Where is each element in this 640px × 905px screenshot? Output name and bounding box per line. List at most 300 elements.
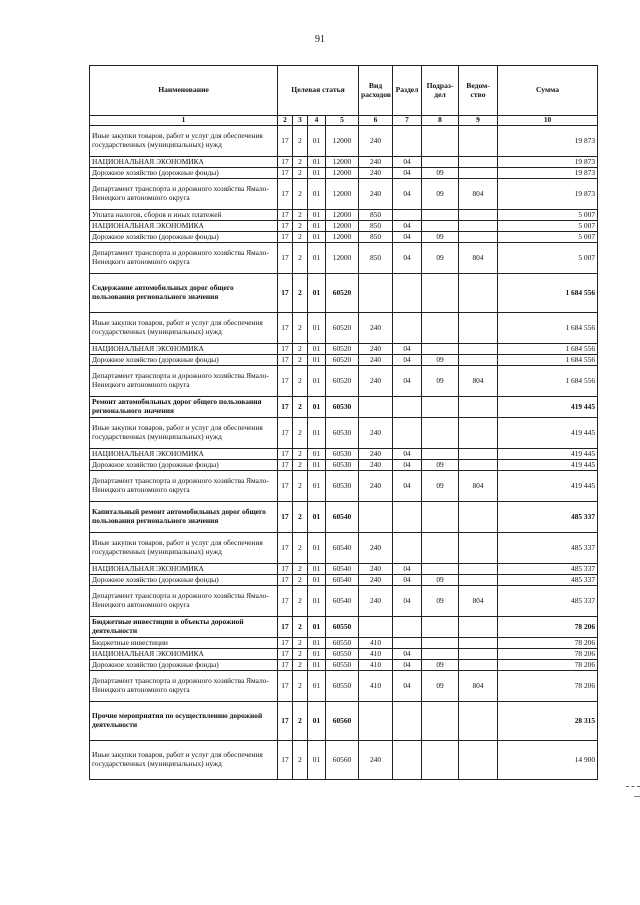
cell-subprogram: 2 — [293, 671, 308, 702]
cell-expense-type: 240 — [359, 344, 393, 355]
col-number: 7 — [393, 116, 422, 126]
cell-department — [459, 533, 498, 564]
cell-sum: 1 684 556 — [498, 355, 598, 366]
cell-direction: 60530 — [326, 418, 359, 449]
cell-expense-type: 850 — [359, 243, 393, 274]
cell-section: 04 — [393, 564, 422, 575]
cell-section — [393, 274, 422, 313]
cell-direction: 60560 — [326, 702, 359, 741]
cell-direction: 60540 — [326, 533, 359, 564]
cell-program: 17 — [278, 533, 293, 564]
cell-main-activity: 01 — [308, 564, 326, 575]
cell-name: НАЦИОНАЛЬНАЯ ЭКОНОМИКА — [90, 649, 278, 660]
cell-subprogram: 2 — [293, 638, 308, 649]
cell-program: 17 — [278, 397, 293, 418]
cell-program: 17 — [278, 449, 293, 460]
cell-direction: 60550 — [326, 671, 359, 702]
cell-program: 17 — [278, 575, 293, 586]
cell-sum: 78 206 — [498, 638, 598, 649]
cell-department — [459, 638, 498, 649]
table-row — [90, 355, 598, 366]
cell-direction: 12000 — [326, 168, 359, 179]
cell-program: 17 — [278, 741, 293, 780]
cell-subprogram: 2 — [293, 126, 308, 157]
cell-sum: 419 445 — [498, 460, 598, 471]
cell-section: 04 — [393, 586, 422, 617]
header-name: Наименование — [90, 66, 278, 116]
cell-section: 04 — [393, 243, 422, 274]
cell-department — [459, 157, 498, 168]
cell-name: НАЦИОНАЛЬНАЯ ЭКОНОМИКА — [90, 221, 278, 232]
cell-subprogram: 2 — [293, 221, 308, 232]
cell-expense-type: 240 — [359, 564, 393, 575]
cell-sum: 419 445 — [498, 449, 598, 460]
cell-main-activity: 01 — [308, 126, 326, 157]
cell-department — [459, 702, 498, 741]
cell-department — [459, 649, 498, 660]
cell-subsection — [422, 502, 459, 533]
cell-subsection — [422, 564, 459, 575]
table-row — [90, 586, 598, 617]
cell-program: 17 — [278, 460, 293, 471]
cell-program: 17 — [278, 471, 293, 502]
cell-subprogram: 2 — [293, 157, 308, 168]
cell-direction: 12000 — [326, 210, 359, 221]
cell-subprogram: 2 — [293, 179, 308, 210]
table-row — [90, 313, 598, 344]
page-number: 91 — [315, 34, 325, 45]
cell-direction: 12000 — [326, 243, 359, 274]
cell-name: Бюджетные инвестиции в объекты дорожной деятельности — [90, 617, 278, 638]
table-row — [90, 157, 598, 168]
table-row — [90, 243, 598, 274]
cell-subsection — [422, 157, 459, 168]
cell-subsection — [422, 210, 459, 221]
cell-direction: 60540 — [326, 564, 359, 575]
cell-subprogram: 2 — [293, 660, 308, 671]
cell-name: Капитальный ремонт автомобильных дорог общего пользования регионального значения — [90, 502, 278, 533]
cell-department: 804 — [459, 471, 498, 502]
cell-program: 17 — [278, 418, 293, 449]
header-exp-type: Вид расходов — [359, 66, 393, 116]
cell-direction: 60550 — [326, 649, 359, 660]
cell-subsection: 09 — [422, 460, 459, 471]
cell-department — [459, 168, 498, 179]
cell-name: НАЦИОНАЛЬНАЯ ЭКОНОМИКА — [90, 449, 278, 460]
cell-program: 17 — [278, 617, 293, 638]
scan-edge-mark — [634, 796, 640, 797]
cell-main-activity: 01 — [308, 397, 326, 418]
cell-section: 04 — [393, 449, 422, 460]
cell-direction: 60530 — [326, 471, 359, 502]
cell-name: Дорожное хозяйство (дорожные фонды) — [90, 660, 278, 671]
cell-subprogram: 2 — [293, 210, 308, 221]
cell-department — [459, 449, 498, 460]
cell-department: 804 — [459, 671, 498, 702]
cell-direction: 60540 — [326, 586, 359, 617]
cell-section: 04 — [393, 660, 422, 671]
cell-subprogram: 2 — [293, 366, 308, 397]
cell-direction: 60520 — [326, 366, 359, 397]
header-dept: Ведом-ство — [459, 66, 498, 116]
table-row — [90, 221, 598, 232]
cell-main-activity: 01 — [308, 157, 326, 168]
cell-name: Иные закупки товаров, работ и услуг для обеспечения государственных (муниципальных) нужд — [90, 533, 278, 564]
table-row — [90, 617, 598, 638]
cell-direction: 60530 — [326, 397, 359, 418]
cell-main-activity: 01 — [308, 449, 326, 460]
cell-direction: 60530 — [326, 449, 359, 460]
cell-main-activity: 01 — [308, 660, 326, 671]
cell-subprogram: 2 — [293, 460, 308, 471]
cell-department — [459, 355, 498, 366]
cell-section: 04 — [393, 575, 422, 586]
table-row — [90, 460, 598, 471]
cell-sum: 485 337 — [498, 575, 598, 586]
cell-subsection — [422, 126, 459, 157]
cell-expense-type: 240 — [359, 355, 393, 366]
cell-sum: 419 445 — [498, 471, 598, 502]
cell-subsection — [422, 741, 459, 780]
cell-program: 17 — [278, 564, 293, 575]
cell-expense-type: 240 — [359, 575, 393, 586]
cell-sum: 1 684 556 — [498, 313, 598, 344]
cell-direction: 60550 — [326, 638, 359, 649]
cell-name: Дорожное хозяйство (дорожные фонды) — [90, 460, 278, 471]
cell-expense-type: 240 — [359, 471, 393, 502]
cell-section — [393, 617, 422, 638]
cell-subprogram: 2 — [293, 418, 308, 449]
table-row — [90, 533, 598, 564]
cell-program: 17 — [278, 126, 293, 157]
cell-expense-type — [359, 702, 393, 741]
cell-program: 17 — [278, 210, 293, 221]
cell-subsection: 09 — [422, 232, 459, 243]
cell-expense-type: 410 — [359, 671, 393, 702]
cell-section — [393, 741, 422, 780]
cell-subsection: 09 — [422, 179, 459, 210]
table-row — [90, 179, 598, 210]
cell-department — [459, 460, 498, 471]
cell-section: 04 — [393, 157, 422, 168]
cell-program: 17 — [278, 168, 293, 179]
cell-subprogram: 2 — [293, 355, 308, 366]
col-number: 4 — [308, 116, 326, 126]
cell-section: 04 — [393, 221, 422, 232]
cell-direction: 60540 — [326, 575, 359, 586]
cell-main-activity: 01 — [308, 313, 326, 344]
cell-main-activity: 01 — [308, 168, 326, 179]
cell-direction: 60540 — [326, 502, 359, 533]
cell-name: НАЦИОНАЛЬНАЯ ЭКОНОМИКА — [90, 157, 278, 168]
cell-main-activity: 01 — [308, 671, 326, 702]
cell-subprogram: 2 — [293, 274, 308, 313]
cell-department — [459, 232, 498, 243]
scan-edge-mark — [626, 786, 640, 787]
cell-name: Департамент транспорта и дорожного хозяйства Ямало-Ненецкого автономного округа — [90, 671, 278, 702]
cell-program: 17 — [278, 638, 293, 649]
cell-expense-type: 240 — [359, 460, 393, 471]
col-number: 3 — [293, 116, 308, 126]
cell-main-activity: 01 — [308, 741, 326, 780]
cell-program: 17 — [278, 243, 293, 274]
cell-department — [459, 418, 498, 449]
cell-subsection — [422, 617, 459, 638]
cell-sum: 5 007 — [498, 232, 598, 243]
col-number: 8 — [422, 116, 459, 126]
cell-subsection: 09 — [422, 471, 459, 502]
cell-name: Дорожное хозяйство (дорожные фонды) — [90, 355, 278, 366]
header-section: Раздел — [393, 66, 422, 116]
cell-main-activity: 01 — [308, 344, 326, 355]
cell-department — [459, 660, 498, 671]
cell-expense-type: 240 — [359, 126, 393, 157]
cell-section — [393, 210, 422, 221]
cell-subsection — [422, 533, 459, 564]
cell-expense-type: 240 — [359, 533, 393, 564]
cell-expense-type: 240 — [359, 313, 393, 344]
cell-department: 804 — [459, 243, 498, 274]
cell-main-activity: 01 — [308, 533, 326, 564]
cell-section — [393, 126, 422, 157]
cell-sum: 485 337 — [498, 564, 598, 575]
cell-name: Иные закупки товаров, работ и услуг для обеспечения государственных (муниципальных) нужд — [90, 313, 278, 344]
cell-sum: 1 684 556 — [498, 274, 598, 313]
cell-department — [459, 126, 498, 157]
cell-name: Департамент транспорта и дорожного хозяйства Ямало-Ненецкого автономного округа — [90, 471, 278, 502]
cell-name: Дорожное хозяйство (дорожные фонды) — [90, 168, 278, 179]
table-row — [90, 660, 598, 671]
cell-sum: 14 900 — [498, 741, 598, 780]
cell-subprogram: 2 — [293, 471, 308, 502]
cell-subsection: 09 — [422, 243, 459, 274]
cell-subprogram: 2 — [293, 617, 308, 638]
table-row — [90, 366, 598, 397]
cell-program: 17 — [278, 660, 293, 671]
cell-subprogram: 2 — [293, 344, 308, 355]
cell-program: 17 — [278, 179, 293, 210]
cell-sum: 419 445 — [498, 397, 598, 418]
table-row — [90, 449, 598, 460]
cell-expense-type: 850 — [359, 210, 393, 221]
cell-main-activity: 01 — [308, 649, 326, 660]
cell-direction: 60530 — [326, 460, 359, 471]
cell-direction: 12000 — [326, 157, 359, 168]
cell-program: 17 — [278, 502, 293, 533]
cell-sum: 19 873 — [498, 126, 598, 157]
cell-subprogram: 2 — [293, 702, 308, 741]
cell-name: Департамент транспорта и дорожного хозяйства Ямало-Ненецкого автономного округа — [90, 586, 278, 617]
cell-main-activity: 01 — [308, 243, 326, 274]
cell-program: 17 — [278, 671, 293, 702]
cell-direction: 12000 — [326, 126, 359, 157]
cell-name: Департамент транспорта и дорожного хозяйства Ямало-Ненецкого автономного округа — [90, 179, 278, 210]
cell-main-activity: 01 — [308, 471, 326, 502]
cell-section — [393, 638, 422, 649]
cell-subsection: 09 — [422, 671, 459, 702]
cell-section — [393, 397, 422, 418]
cell-program: 17 — [278, 355, 293, 366]
cell-expense-type — [359, 617, 393, 638]
cell-main-activity: 01 — [308, 460, 326, 471]
col-number: 6 — [359, 116, 393, 126]
cell-expense-type — [359, 397, 393, 418]
cell-department — [459, 397, 498, 418]
cell-main-activity: 01 — [308, 355, 326, 366]
cell-program: 17 — [278, 702, 293, 741]
cell-sum: 1 684 556 — [498, 366, 598, 397]
cell-department — [459, 344, 498, 355]
cell-expense-type: 410 — [359, 638, 393, 649]
cell-name: Дорожное хозяйство (дорожные фонды) — [90, 232, 278, 243]
cell-department — [459, 221, 498, 232]
cell-sum: 485 337 — [498, 502, 598, 533]
cell-expense-type: 240 — [359, 741, 393, 780]
cell-name: Содержание автомобильных дорог общего пользования регионального значения — [90, 274, 278, 313]
cell-subsection: 09 — [422, 586, 459, 617]
cell-section: 04 — [393, 366, 422, 397]
cell-expense-type — [359, 274, 393, 313]
budget-table — [89, 65, 598, 780]
table-row — [90, 638, 598, 649]
cell-subprogram: 2 — [293, 564, 308, 575]
cell-name: Уплата налогов, сборов и иных платежей — [90, 210, 278, 221]
cell-main-activity: 01 — [308, 502, 326, 533]
cell-subsection — [422, 221, 459, 232]
cell-expense-type: 240 — [359, 168, 393, 179]
cell-program: 17 — [278, 232, 293, 243]
cell-subsection: 09 — [422, 366, 459, 397]
cell-sum: 28 315 — [498, 702, 598, 741]
col-number: 2 — [278, 116, 293, 126]
col-number: 9 — [459, 116, 498, 126]
table-body — [90, 126, 598, 780]
cell-direction: 60520 — [326, 344, 359, 355]
cell-direction: 12000 — [326, 232, 359, 243]
cell-sum: 78 206 — [498, 671, 598, 702]
cell-subprogram: 2 — [293, 533, 308, 564]
cell-section: 04 — [393, 179, 422, 210]
cell-sum: 485 337 — [498, 533, 598, 564]
cell-main-activity: 01 — [308, 617, 326, 638]
cell-subsection — [422, 449, 459, 460]
cell-direction: 60550 — [326, 617, 359, 638]
cell-expense-type: 240 — [359, 366, 393, 397]
cell-department — [459, 313, 498, 344]
cell-section: 04 — [393, 168, 422, 179]
cell-subsection — [422, 274, 459, 313]
cell-main-activity: 01 — [308, 221, 326, 232]
cell-section: 04 — [393, 232, 422, 243]
cell-direction: 60520 — [326, 355, 359, 366]
cell-program: 17 — [278, 157, 293, 168]
cell-subsection — [422, 638, 459, 649]
col-number: 1 — [90, 116, 278, 126]
cell-subsection — [422, 702, 459, 741]
cell-name: Дорожное хозяйство (дорожные фонды) — [90, 575, 278, 586]
column-number-row — [90, 116, 598, 126]
cell-direction: 60550 — [326, 660, 359, 671]
cell-name: Иные закупки товаров, работ и услуг для обеспечения государственных (муниципальных) нужд — [90, 741, 278, 780]
table-row — [90, 702, 598, 741]
table-row — [90, 397, 598, 418]
cell-sum: 78 206 — [498, 617, 598, 638]
cell-department — [459, 575, 498, 586]
table-row — [90, 232, 598, 243]
cell-name: Иные закупки товаров, работ и услуг для обеспечения государственных (муниципальных) нужд — [90, 126, 278, 157]
cell-subprogram: 2 — [293, 313, 308, 344]
cell-program: 17 — [278, 586, 293, 617]
cell-subsection — [422, 418, 459, 449]
cell-expense-type: 410 — [359, 649, 393, 660]
cell-program: 17 — [278, 274, 293, 313]
cell-name: НАЦИОНАЛЬНАЯ ЭКОНОМИКА — [90, 564, 278, 575]
cell-department — [459, 274, 498, 313]
cell-sum: 5 007 — [498, 243, 598, 274]
header-row — [90, 66, 598, 116]
cell-subsection — [422, 649, 459, 660]
cell-sum: 5 007 — [498, 210, 598, 221]
cell-subprogram: 2 — [293, 649, 308, 660]
cell-name: Департамент транспорта и дорожного хозяйства Ямало-Ненецкого автономного округа — [90, 243, 278, 274]
cell-main-activity: 01 — [308, 232, 326, 243]
cell-subprogram: 2 — [293, 449, 308, 460]
cell-subprogram: 2 — [293, 232, 308, 243]
header-sum: Сумма — [498, 66, 598, 116]
cell-subsection: 09 — [422, 660, 459, 671]
cell-sum: 5 007 — [498, 221, 598, 232]
table-row — [90, 274, 598, 313]
cell-section: 04 — [393, 344, 422, 355]
cell-main-activity: 01 — [308, 575, 326, 586]
cell-main-activity: 01 — [308, 274, 326, 313]
table-row — [90, 671, 598, 702]
cell-subsection: 09 — [422, 355, 459, 366]
cell-sum: 1 684 556 — [498, 344, 598, 355]
cell-subsection — [422, 344, 459, 355]
cell-expense-type: 240 — [359, 157, 393, 168]
cell-section: 04 — [393, 460, 422, 471]
col-number: 10 — [498, 116, 598, 126]
cell-section: 04 — [393, 355, 422, 366]
cell-expense-type: 850 — [359, 221, 393, 232]
cell-name: Прочие мероприятия по осуществлению дорожной деятельности — [90, 702, 278, 741]
table-row — [90, 564, 598, 575]
cell-subprogram: 2 — [293, 243, 308, 274]
cell-main-activity: 01 — [308, 179, 326, 210]
cell-section — [393, 702, 422, 741]
cell-section — [393, 533, 422, 564]
table-row — [90, 344, 598, 355]
cell-subprogram: 2 — [293, 575, 308, 586]
cell-department: 804 — [459, 179, 498, 210]
cell-subsection: 09 — [422, 575, 459, 586]
cell-sum: 78 206 — [498, 649, 598, 660]
cell-main-activity: 01 — [308, 638, 326, 649]
cell-name: НАЦИОНАЛЬНАЯ ЭКОНОМИКА — [90, 344, 278, 355]
cell-sum: 78 206 — [498, 660, 598, 671]
cell-section — [393, 418, 422, 449]
cell-program: 17 — [278, 649, 293, 660]
cell-subprogram: 2 — [293, 168, 308, 179]
cell-name: Бюджетные инвестиции — [90, 638, 278, 649]
table-row — [90, 649, 598, 660]
cell-section — [393, 313, 422, 344]
cell-name: Департамент транспорта и дорожного хозяйства Ямало-Ненецкого автономного округа — [90, 366, 278, 397]
cell-subprogram: 2 — [293, 741, 308, 780]
cell-name: Ремонт автомобильных дорог общего пользования регионального значения — [90, 397, 278, 418]
header-target: Целевая статья — [278, 66, 359, 116]
